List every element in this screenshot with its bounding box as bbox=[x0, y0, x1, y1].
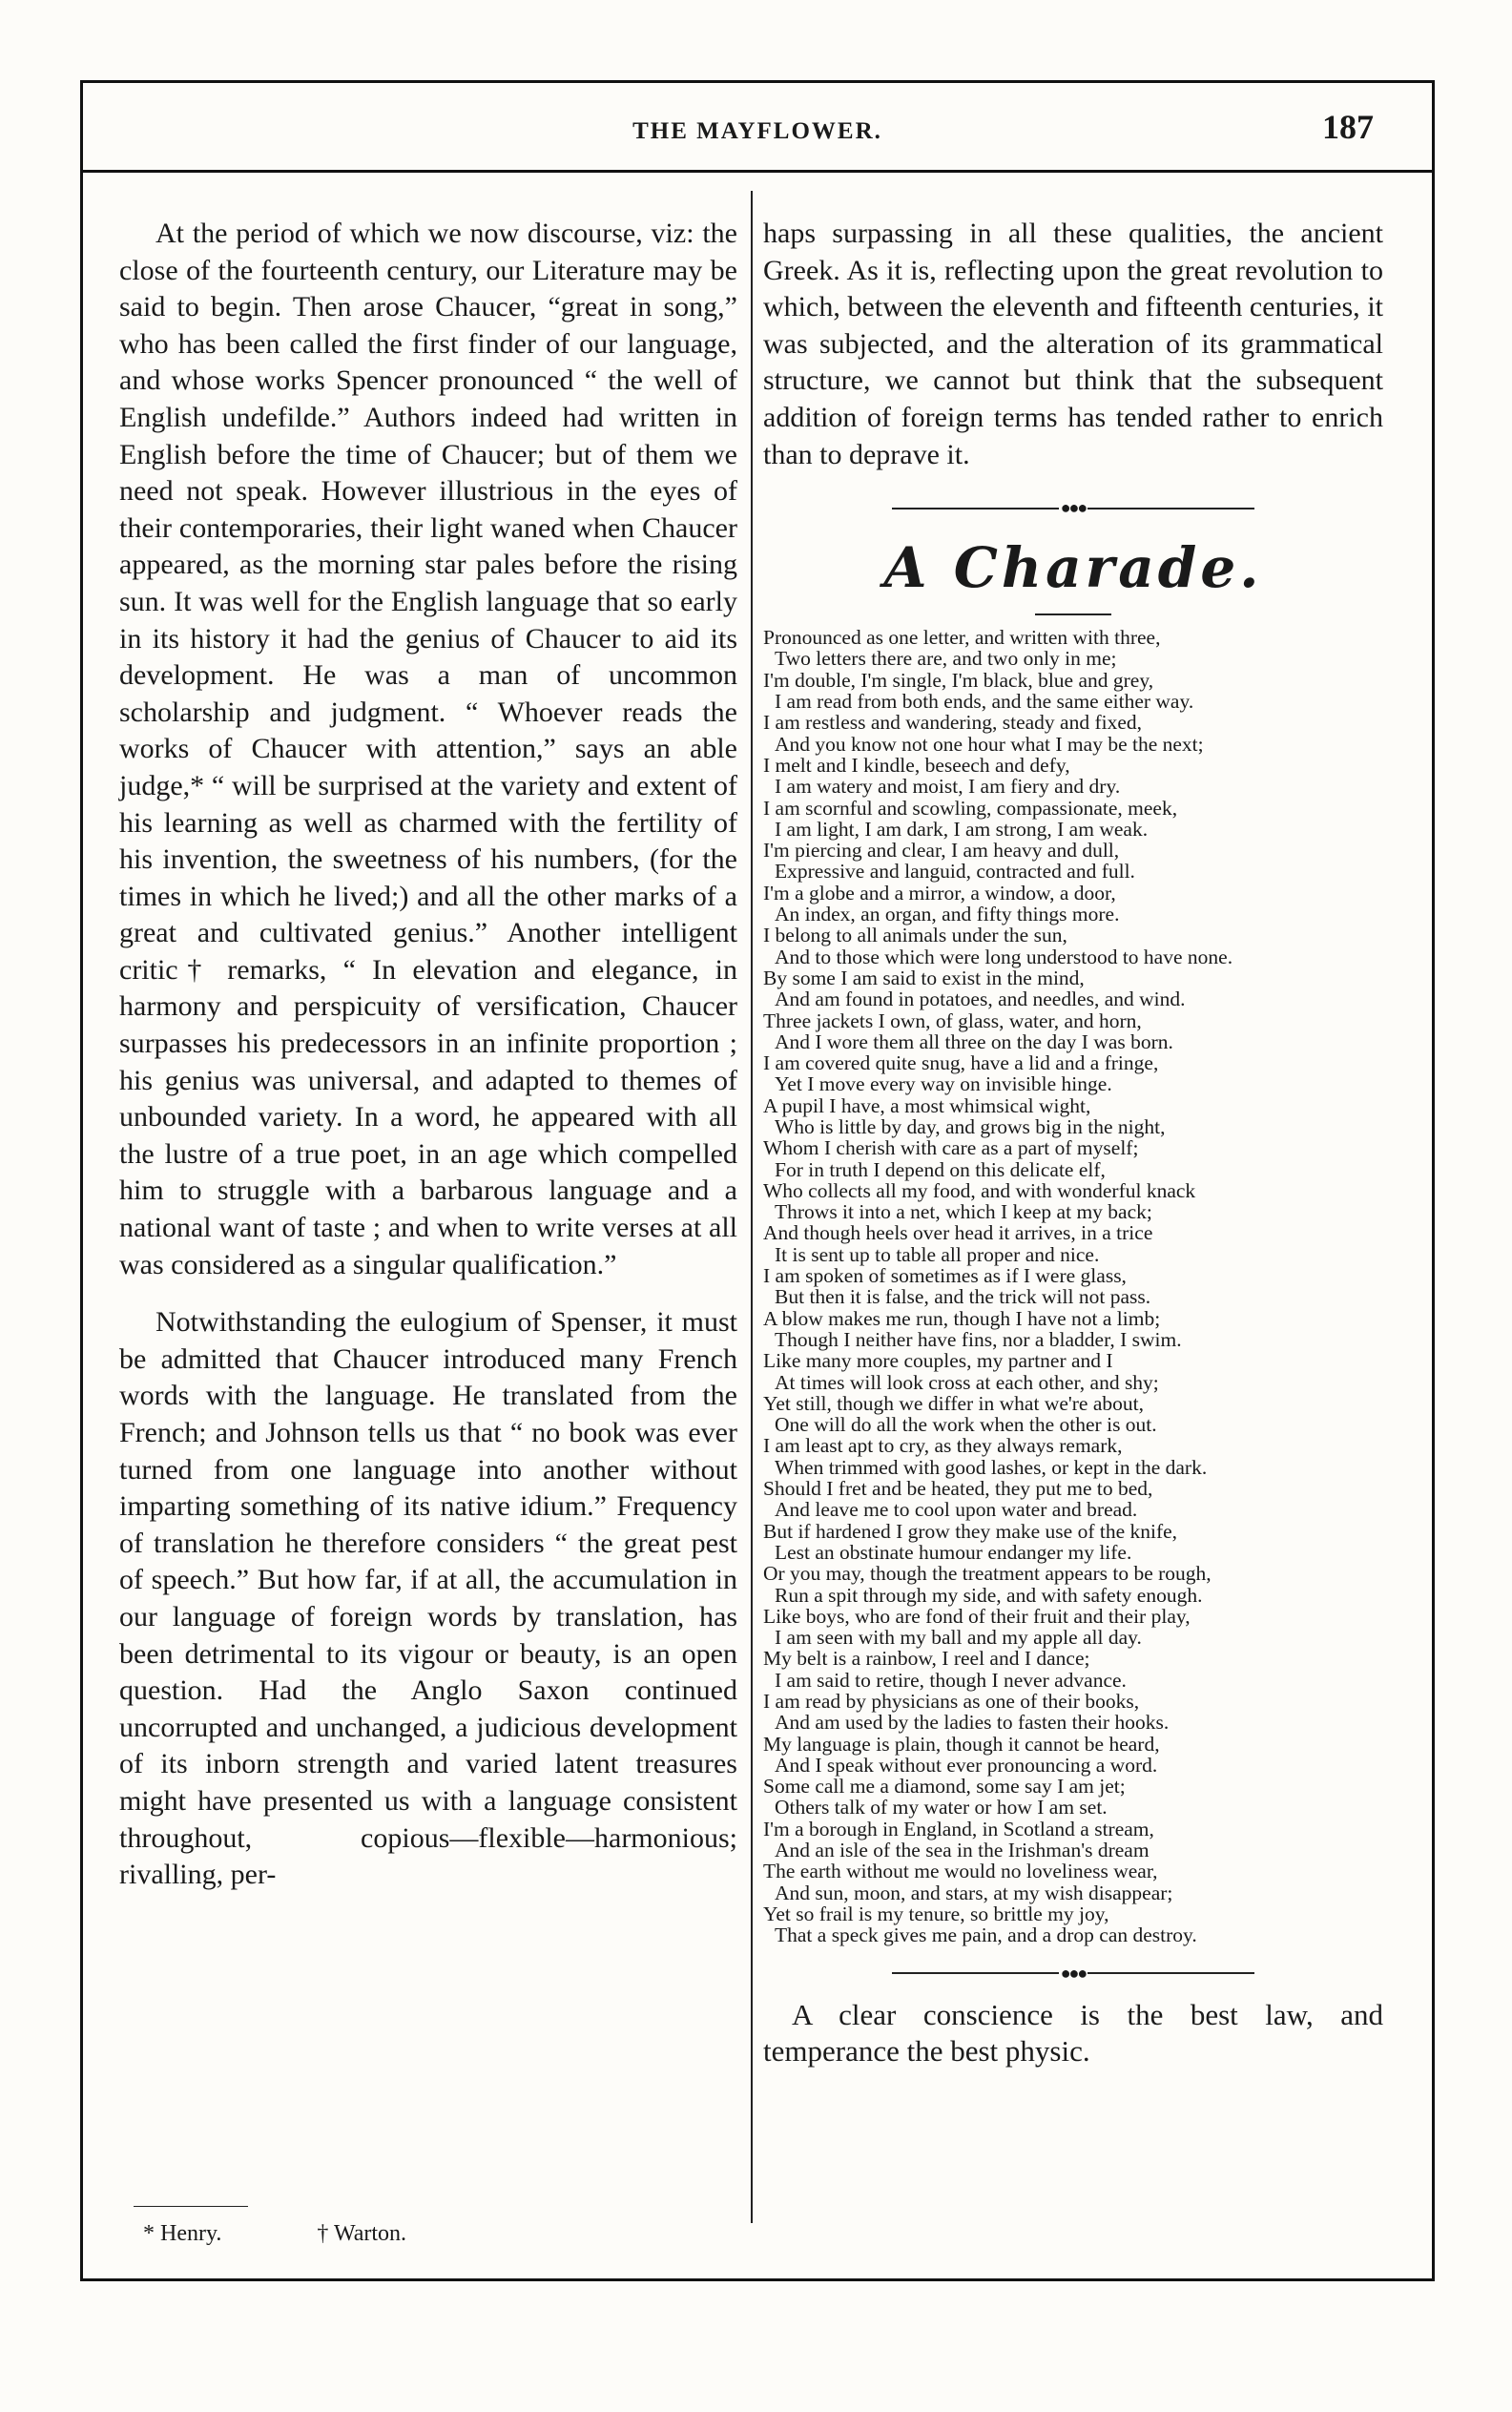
poem-line: I am scornful and scowling, compassionate, meek, bbox=[763, 796, 1178, 820]
poem-line: Yet so frail is my tenure, so brittle my joy, bbox=[763, 1902, 1109, 1925]
poem-line: I'm double, I'm single, I'm black, blue and grey, bbox=[763, 668, 1154, 692]
title-rule bbox=[1035, 613, 1111, 615]
poem-line: The earth without me would no loveliness wear, bbox=[763, 1860, 1158, 1883]
footnotes bbox=[143, 2221, 677, 2247]
closing-maxim: A clear conscience is the best law, and temperance the best physic. bbox=[763, 1997, 1383, 2068]
poem-line: And I wore them all three on the day I was born. bbox=[775, 1029, 1173, 1053]
poem-line: I am light, I am dark, I am strong, I am weak. bbox=[775, 817, 1149, 841]
poem-line: I am covered quite snug, have a lid and a fringe, bbox=[763, 1051, 1159, 1075]
poem-line: I am spoken of sometimes as if I were glass, bbox=[763, 1264, 1127, 1288]
ornamental-rule: ●●● bbox=[763, 498, 1383, 518]
footnote-warton: † Warton. bbox=[317, 2221, 407, 2246]
poem-line: That a speck gives me pain, and a drop can destroy. bbox=[775, 1923, 1197, 1947]
poem-line: Or you may, though the treatment appears to be rough, bbox=[763, 1562, 1212, 1586]
poem-line: Throws it into a net, which I keep at my back; bbox=[775, 1200, 1152, 1224]
footnote-rule bbox=[134, 2206, 248, 2207]
poem-line: I am read by physicians as one of their books, bbox=[763, 1690, 1140, 1713]
poem-line: I am least apt to cry, as they always remark, bbox=[763, 1434, 1123, 1458]
poem-line: Others talk of my water or how I am set. bbox=[775, 1796, 1108, 1819]
charade-title: A Charade. bbox=[883, 535, 1263, 601]
poem-line: And sun, moon, and stars, at my wish disappear; bbox=[775, 1881, 1173, 1904]
poem-line: I'm a borough in England, in Scotland a stream, bbox=[763, 1817, 1154, 1840]
poem-line: I am read from both ends, and the same either way. bbox=[775, 690, 1194, 714]
poem-line: I am restless and wandering, steady and fixed, bbox=[763, 711, 1143, 735]
poem-line: I am seen with my ball and my apple all day. bbox=[775, 1626, 1142, 1650]
poem-line: Who collects all my food, and with wonderful knack bbox=[763, 1178, 1196, 1202]
poem-line: It is sent up to table all proper and nice. bbox=[775, 1242, 1100, 1266]
poem-line: An index, an organ, and fifty things more. bbox=[775, 903, 1120, 926]
poem-line: For in truth I depend on this delicate elf, bbox=[775, 1157, 1106, 1181]
poem-line: By some I am said to exist in the mind, bbox=[763, 966, 1085, 989]
poem-line: Should I fret and be heated, they put me to bed, bbox=[763, 1477, 1153, 1501]
poem-line: And an isle of the sea in the Irishman's dream bbox=[775, 1839, 1150, 1862]
poem-line: Some call me a diamond, some say I am jet; bbox=[763, 1775, 1126, 1799]
poem-line: And I speak without ever pronouncing a word. bbox=[775, 1753, 1158, 1777]
poem-line: I melt and I kindle, beseech and defy, bbox=[763, 753, 1070, 777]
paragraph-spenser: Notwithstanding the eulogium of Spenser, it must be admitted that Chaucer introduced many French words with the language. He translated from the French; and Johnson tells us that “ no book was ever turned from one language into another without imparting something of its native idium.” Frequency of translation he therefore considers “ the great pest of speech.” But how far, if at all, the accumulation in our language of foreign words by translation, has been detrimental to its vigour or beauty, is an open question. Had the Anglo Saxon continued uncorrupted and unchanged, a judicious development of its inborn strength and varied latent treasures might have presented us with a language consistent throughout, copious—flexible—harmonious; rivalling, per- bbox=[119, 1306, 737, 1891]
right-column bbox=[763, 216, 1383, 2069]
poem-line: But if hardened I grow they make use of the knife, bbox=[763, 1519, 1178, 1543]
poem-line: I am watery and moist, I am fiery and dry. bbox=[775, 775, 1121, 799]
footnote-henry: * Henry. bbox=[143, 2221, 222, 2246]
poem-line: Expressive and languid, contracted and full. bbox=[775, 860, 1135, 884]
poem-line: When trimmed with good lashes, or kept in the dark. bbox=[775, 1455, 1208, 1479]
poem-line: Run a spit through my side, and with safety enough. bbox=[775, 1583, 1203, 1607]
poem-line: Three jackets I own, of glass, water, and horn, bbox=[763, 1008, 1142, 1032]
ornamental-rule-bottom: ●●● bbox=[763, 1964, 1383, 1984]
poem-line: Like many more couples, my partner and I bbox=[763, 1349, 1113, 1373]
poem-line: I'm a globe and a mirror, a window, a door, bbox=[763, 881, 1116, 904]
poem-line: And am found in potatoes, and needles, and wind. bbox=[775, 988, 1186, 1011]
paragraph-chaucer: At the period of which we now discourse, viz: the close of the fourteenth century, our Literature may be said to begin. Then arose Chaucer, “great in song,” who has been called the first finder of our language, and whose works Spencer pronounced “ the well of English undefilde.” Authors indeed had written in English before the time of Chaucer; but of them we need not speak. However illustrious in the eyes of their contemporaries, their light waned when Chaucer appeared, as the morning star pales before the rising sun. It was well for the English language that so early in its history it had the genius of Chaucer to aid its development. He was a man of uncommon scholarship and judgment. “ Whoever reads the works of Chaucer with attention,” says an able judge,* “ will be surprised at the variety and extent of his learning as well as charmed with the fertility of his invention, the sweetness of his numbers, (for the times in which he lived;) and all the other marks of a great and cultivated genius.” Another intelligent critic† remarks, “ In elevation and elegance, in harmony and perspicuity of versification, Chaucer surpasses his predecessors in an infinite proportion ; his genius was universal, and adapted to themes of unbounded variety. In a word, he appeared with all the lustre of a true poet, in an age which compelled him to struggle with a barbarous language and a national want of taste ; and when to write verses at all was considered as a singular qualification.” bbox=[119, 218, 737, 1280]
poem-line: I belong to all animals under the sun, bbox=[763, 924, 1067, 947]
poem-line: A pupil I have, a most whimsical wight, bbox=[763, 1093, 1091, 1117]
poem-line: And to those which were long understood to have none. bbox=[775, 945, 1233, 968]
poem-line: My language is plain, though it cannot be heard, bbox=[763, 1732, 1160, 1756]
poem-line: My belt is a rainbow, I reel and I dance; bbox=[763, 1647, 1090, 1671]
page-number: 187 bbox=[1322, 108, 1374, 146]
poem-line: Pronounced as one letter, and written with three, bbox=[763, 626, 1161, 650]
poem-line: Whom I cherish with care as a part of myself; bbox=[763, 1136, 1139, 1160]
poem-line: At times will look cross at each other, and shy; bbox=[775, 1370, 1159, 1394]
poem-line: Like boys, who are fond of their fruit and their play, bbox=[763, 1604, 1191, 1628]
poem-line: And leave me to cool upon water and bread. bbox=[775, 1498, 1138, 1522]
poem-line: And though heels over head it arrives, in a trice bbox=[763, 1221, 1153, 1245]
poem-line: A blow makes me run, though I have not a limb; bbox=[763, 1306, 1161, 1330]
paragraph-continuation: haps surpassing in all these qualities, the ancient Greek. As it is, reflecting upon the great revolution to which, between the eleventh and fifteenth centuries, it was subjected, and the alteration of its grammatical structure, we cannot but think that the subsequent addition of foreign terms has tended rather to enrich than to deprave it. bbox=[763, 218, 1383, 470]
poem-line: Who is little by day, and grows big in the night, bbox=[775, 1114, 1166, 1138]
poem-line: One will do all the work when the other is out. bbox=[775, 1413, 1157, 1437]
left-column bbox=[119, 216, 737, 1894]
poem-line: Yet I move every way on invisible hinge. bbox=[775, 1072, 1112, 1096]
poem-line: And am used by the ladies to fasten their hooks. bbox=[775, 1711, 1170, 1735]
poem-line: Yet still, though we differ in what we're about, bbox=[763, 1391, 1144, 1415]
poem-line: Though I neither have fins, nor a bladder, I swim. bbox=[775, 1327, 1182, 1351]
poem-line: Two letters there are, and two only in me; bbox=[775, 647, 1117, 671]
column-divider bbox=[751, 191, 753, 2223]
poem-line: And you know not one hour what I may be the next; bbox=[775, 732, 1204, 756]
poem-line: Lest an obstinate humour endanger my life. bbox=[775, 1540, 1132, 1564]
charade-poem bbox=[763, 627, 1383, 1945]
poem-line: I'm piercing and clear, I am heavy and dull, bbox=[763, 839, 1120, 863]
poem-line: But then it is false, and the trick will not pass. bbox=[775, 1285, 1151, 1309]
header-rule bbox=[80, 170, 1435, 173]
running-title: THE MAYFLOWER. bbox=[632, 118, 882, 144]
poem-line: I am said to retire, though I never advance. bbox=[775, 1668, 1127, 1692]
